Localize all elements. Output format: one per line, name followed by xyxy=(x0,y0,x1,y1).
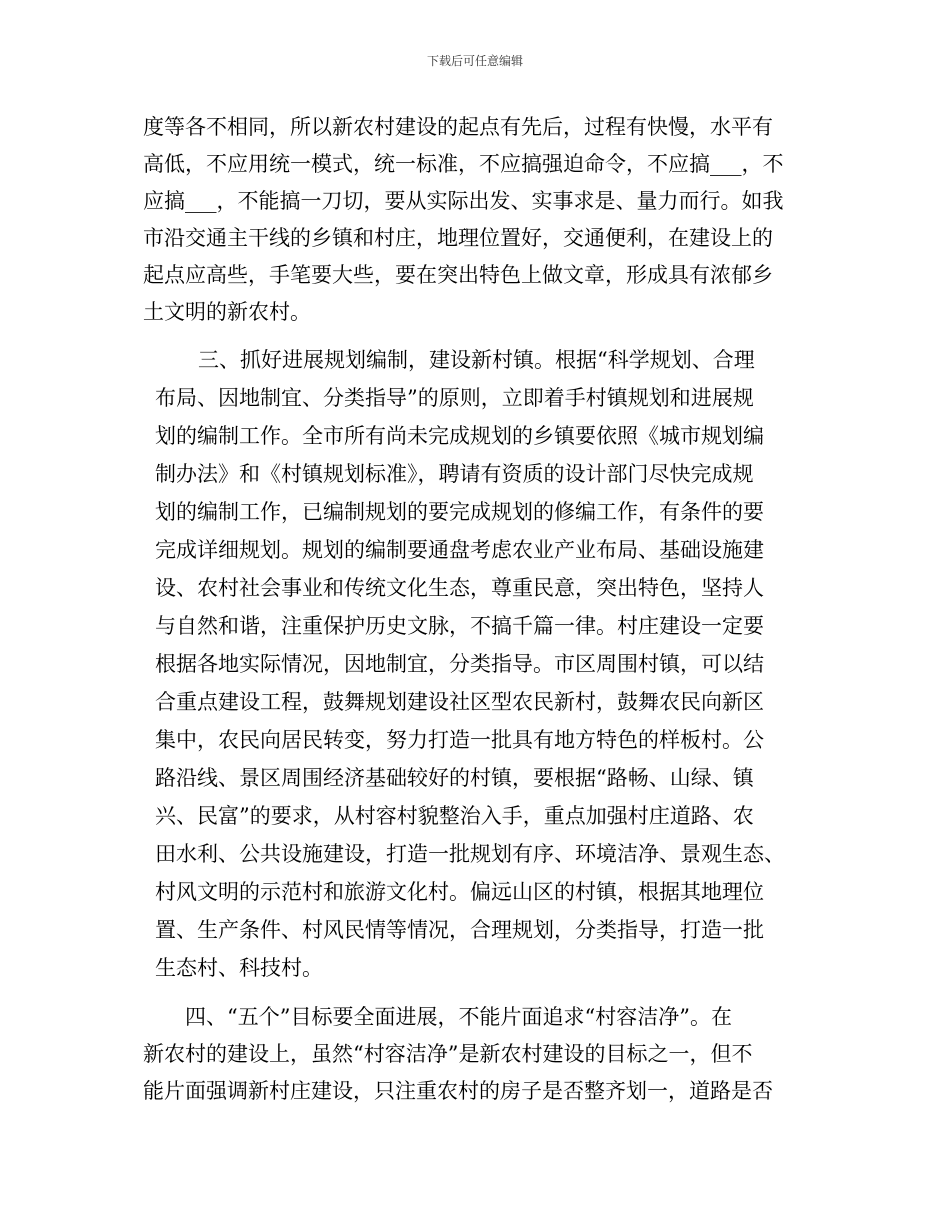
paragraph-2-line-6: 完成详细规划。规划的编制要通盘考虑农业产业布局、基础设施建 xyxy=(155,538,764,562)
paragraph-2-line-13: 兴、民富”的要求，从村容村貌整治入手，重点加强村庄道路、农 xyxy=(155,804,754,828)
page-header: 下载后可任意编辑 xyxy=(426,54,523,68)
paragraph-2-line-2: 布局、因地制宜、分类指导”的原则，立即着手村镇规划和进展规 xyxy=(155,386,754,410)
paragraph-2-line-16: 置、生产条件、村风民情等情况，合理规划，分类指导，打造一批 xyxy=(155,918,764,942)
paragraph-1-line-5: 起点应高些，手笔要大些，要在突出特色上做文章，形成具有浓郁乡 xyxy=(143,263,773,287)
paragraph-2-line-14: 田水利、公共设施建设，打造一批规划有序、环境洁净、景观生态、 xyxy=(155,842,785,866)
paragraph-3-line-2: 新农村的建设上，虽然“村容洁净”是新农村建设的目标之一，但不 xyxy=(143,1042,753,1066)
paragraph-2-line-5: 划的编制工作，已编制规划的要完成规划的修编工作，有条件的要 xyxy=(155,500,764,524)
paragraph-2-line-3: 划的编制工作。全市所有尚未完成规划的乡镇要依照《城市规划编 xyxy=(155,424,764,448)
paragraph-2-line-7: 设、农村社会事业和传统文化生态，尊重民意，突出特色，坚持人 xyxy=(155,576,764,600)
paragraph-2-line-4: 制办法》和《村镇规划标准》，聘请有资质的设计部门尽快完成规 xyxy=(155,462,754,486)
paragraph-2-line-12: 路沿线、景区周围经济基础较好的村镇，要根据“路畅、山绿、镇 xyxy=(155,766,754,790)
paragraph-1-line-4: 市沿交通主干线的乡镇和村庄，地理位置好，交通便利，在建设上的 xyxy=(143,226,773,250)
paragraph-1-line-1: 度等各不相同，所以新农村建设的起点有先后，过程有快慢，水平有 xyxy=(143,115,773,139)
paragraph-2-line-8: 与自然和谐，注重保护历史文脉，不搞千篇一律。村庄建设一定要 xyxy=(155,614,764,638)
paragraph-2-line-10: 合重点建设工程，鼓舞规划建设社区型农民新村，鼓舞农民向新区 xyxy=(155,690,764,714)
paragraph-1-line-6: 土文明的新农村。 xyxy=(143,300,311,324)
paragraph-1-line-2: 高低，不应用统一模式，统一标准，不应搞强迫命令，不应搞___，不 xyxy=(143,152,784,176)
paragraph-2-line-17: 生态村、科技村。 xyxy=(155,956,323,980)
paragraph-2-line-9: 根据各地实际情况，因地制宜，分类指导。市区周围村镇，可以结 xyxy=(155,652,764,676)
paragraph-2-line-11: 集中，农民向居民转变，努力打造一批具有地方特色的样板村。公 xyxy=(155,728,764,752)
paragraph-2-line-1: 三、抓好进展规划编制，建设新村镇。根据“科学规划、合理 xyxy=(198,348,755,372)
paragraph-3-line-1: 四、“五个”目标要全面进展，不能片面追求“村容洁净”。在 xyxy=(185,1005,732,1029)
paragraph-2-line-15: 村风文明的示范村和旅游文化村。偏远山区的村镇，根据其地理位 xyxy=(155,880,764,904)
paragraph-1-line-3: 应搞___，不能搞一刀切，要从实际出发、实事求是、量力而行。如我 xyxy=(143,189,784,213)
paragraph-3-line-3: 能片面强调新村庄建设，只注重农村的房子是否整齐划一，道路是否 xyxy=(143,1079,773,1103)
